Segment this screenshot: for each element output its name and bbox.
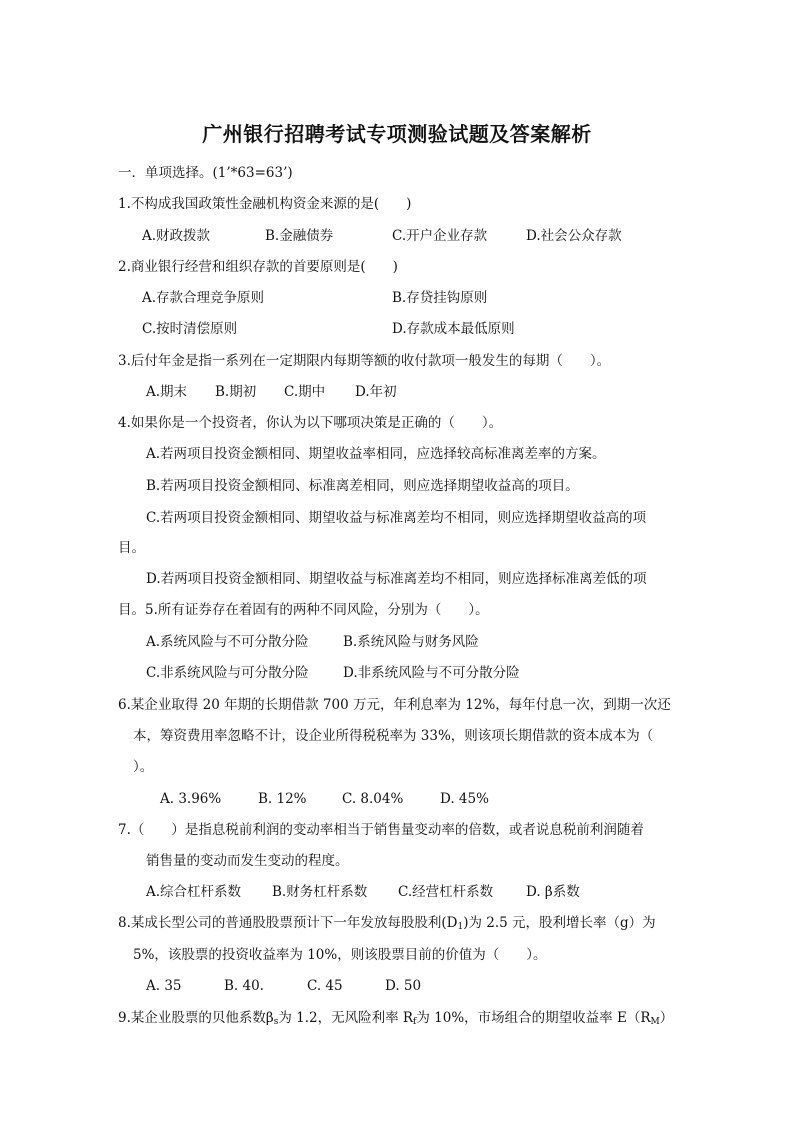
question-8-stem-line-1 (118, 913, 656, 937)
question-4-option-b: B.若两项目投资金额相同、标准离差相同，则应选择期望收益高的项目。 (146, 478, 579, 494)
question-3-stem: 3.后付年金是指一系列在一定期限内每期等额的收付款项一般发生的每期（ ）。 (118, 353, 611, 369)
question-4-option-d-line-2: 目。5.所有证券存在着固有的两种不同风险，分别为（ ）。 (118, 602, 489, 618)
question-7-option-b: B.财务杠杆系数 (272, 884, 368, 900)
question-8-line-1-text-end: )为 2.5 元，股利增长率（g）为 (463, 915, 656, 931)
question-4-option-d-line-1: D.若两项目投资金额相同、期望收益与标准离差均不相同，则应选择标准离差低的项 (146, 571, 647, 587)
question-6-option-b: B. 12% (258, 791, 307, 807)
question-8-option-a: A. 35 (146, 978, 182, 994)
question-5-option-b: B.系统风险与财务风险 (343, 634, 479, 650)
question-8-line-1-text: 8.某成长型公司的普通股股票预计下一年发放每股股利(D (118, 915, 458, 931)
question-4-option-c-line-1: C.若两项目投资金额相同、期望收益与标准离差均不相同，则应选择期望收益高的项 (146, 510, 647, 526)
question-7-stem-line-2: 销售量的变动而发生变动的程度。 (146, 853, 349, 869)
question-9-subscript-2: f (413, 1017, 417, 1027)
question-2-option-c: C.按时清偿原则 (142, 321, 238, 337)
question-8-subscript: 1 (457, 922, 464, 932)
question-7-option-c: C.经营杠杆系数 (398, 884, 494, 900)
question-3-option-c: C.期中 (284, 384, 326, 400)
question-5-option-c: C.非系统风险与可分散分险 (146, 665, 309, 681)
section-heading: 一．单项选择。(1’*63=63’) (118, 165, 293, 181)
question-2-option-d: D.存款成本最低原则 (392, 321, 515, 337)
question-5-option-d: D.非系统风险与不可分散分险 (343, 665, 520, 681)
question-8-option-d: D. 50 (385, 978, 422, 994)
question-1-option-c: C.开户企业存款 (392, 228, 488, 244)
question-6-stem-line-1: 6.某企业取得 20 年期的长期借款 700 万元，年利息率为 12%，每年付息一次，到期一次还 (118, 697, 671, 713)
question-6-stem-line-2: 本，筹资费用率忽略不计，设企业所得税税率为 33%，则该项长期借款的资本成本为（ (133, 728, 654, 744)
question-1-option-d: D.社会公众存款 (526, 228, 622, 244)
question-6-option-c: C. 8.04% (342, 791, 404, 807)
question-9-subscript-3: M (650, 1017, 660, 1027)
question-9-text-3: 为 10%，市场组合的期望收益率 E（R (416, 1010, 651, 1026)
question-7-option-d: D. β系数 (526, 884, 580, 900)
question-7-stem-line-1: 7.（ ）是指息税前利润的变动率相当于销售量变动率的倍数，或者说息税前利润随着 (118, 822, 644, 838)
question-1-option-b: B.金融债券 (265, 228, 334, 244)
question-1-option-a: A.财政拨款 (142, 228, 211, 244)
question-8-option-b: B. 40. (224, 978, 264, 994)
question-4-stem: 4.如果你是一个投资者，你认为以下哪项决策是正确的（ ）。 (118, 415, 503, 431)
question-4-option-c-line-2: 目。 (118, 540, 145, 556)
question-7-option-a: A.综合杠杆系数 (146, 884, 242, 900)
question-1-stem: 1.不构成我国政策性金融机构资金来源的是( ) (118, 196, 412, 212)
question-2-option-b: B.存贷挂钩原则 (392, 290, 488, 306)
question-8-stem-line-2: 5%，该股票的投资收益率为 10%，则该股票目前的价值为（ ）。 (133, 947, 547, 963)
question-6-option-d: D. 45% (440, 791, 489, 807)
question-2-option-a: A.存款合理竞争原则 (142, 290, 265, 306)
question-8-option-c: C. 45 (307, 978, 343, 994)
question-3-option-a: A.期末 (146, 384, 188, 400)
question-9-text-4: ） (659, 1010, 674, 1026)
question-9-stem (118, 1008, 673, 1032)
question-5-option-a: A.系统风险与不可分散分险 (146, 634, 309, 650)
question-2-stem: 2.商业银行经营和组织存款的首要原则是( ) (118, 259, 398, 275)
question-9-text-1: 9.某企业股票的贝他系数β (118, 1010, 274, 1026)
page-title: 广州银行招聘考试专项测验试题及答案解析 (202, 122, 592, 146)
question-3-option-b: B.期初 (215, 384, 257, 400)
question-9-subscript-1: s (273, 1017, 279, 1027)
question-4-option-a: A.若两项目投资金额相同、期望收益率相同，应选择较高标准离差率的方案。 (146, 446, 606, 462)
question-6-stem-line-3: ）。 (133, 759, 154, 775)
question-6-option-a: A. 3.96% (160, 791, 222, 807)
question-9-text-2: 为 1.2，无风险利率 R (278, 1010, 414, 1026)
question-3-option-d: D.年初 (355, 384, 397, 400)
